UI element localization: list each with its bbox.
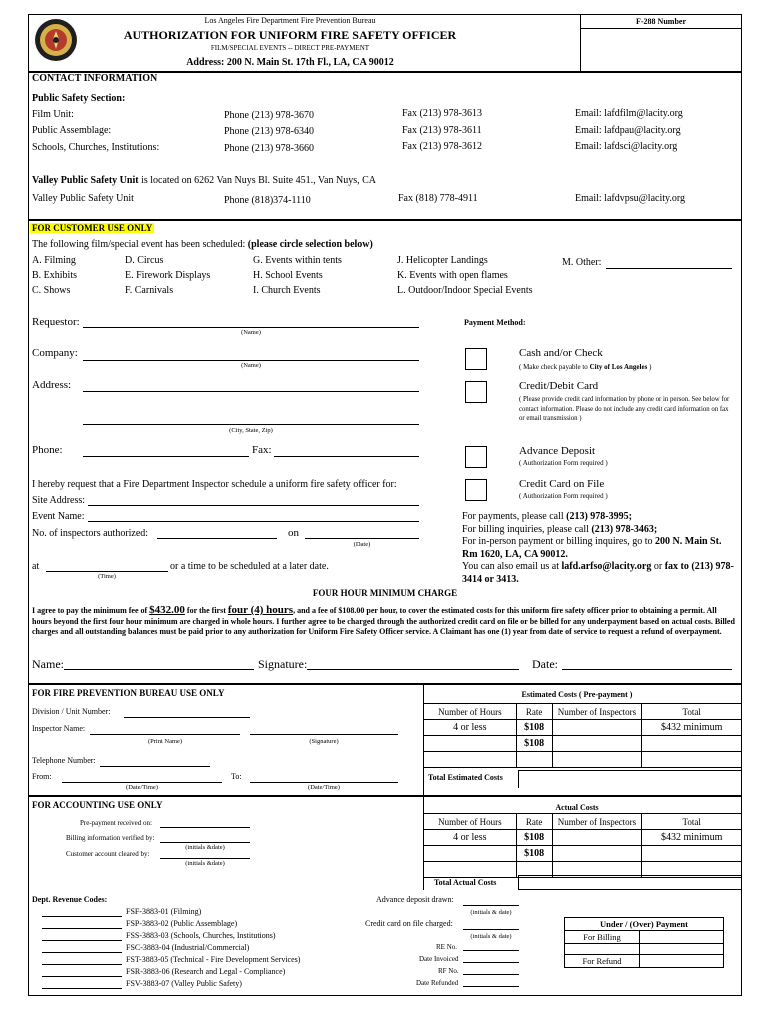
valley-location-text: is located on 6262 Van Nuys Bl. Suite 451., Van Nuys, CA xyxy=(138,175,376,186)
act-rate-header: Rate xyxy=(516,814,552,830)
act-hours-value: 4 or less xyxy=(424,830,517,846)
event-c[interactable]: C. Shows xyxy=(32,285,71,296)
phone-label: Phone: xyxy=(32,444,63,456)
act-total-field[interactable] xyxy=(518,875,742,890)
event-time-field[interactable] xyxy=(46,571,168,572)
contact-pa-phone: Phone (213) 978-6340 xyxy=(224,126,314,137)
revenue-code-3: FSS-3883-03 (Schools, Churches, Institutions) xyxy=(126,931,276,940)
contact-pa-email[interactable]: Email: lafdpau@lacity.org xyxy=(575,125,681,136)
for-billing-field[interactable] xyxy=(640,931,724,944)
est-inspectors-1[interactable] xyxy=(552,720,642,736)
contact-valley-phone: Phone (818)374-1110 xyxy=(224,195,311,206)
payment-info-or: or xyxy=(651,561,665,572)
signature-field[interactable] xyxy=(307,669,519,670)
site-address-field[interactable] xyxy=(88,505,419,506)
event-j[interactable]: J. Helicopter Landings xyxy=(397,255,488,266)
billing-verified-label: Billing information verified by: xyxy=(66,834,155,842)
to-label: To: xyxy=(231,772,242,781)
min-hours: four (4) hours xyxy=(227,604,294,616)
account-cleared-label: Customer account cleared by: xyxy=(66,850,150,858)
form-title: AUTHORIZATION FOR UNIFORM FIRE SAFETY OFFICER xyxy=(123,28,457,42)
event-f[interactable]: F. Carnivals xyxy=(125,285,174,296)
card-on-file-checkbox[interactable] xyxy=(465,479,487,501)
revenue-code-7: FSV-3883-07 (Valley Public Safety) xyxy=(126,979,242,988)
event-name-label: Event Name: xyxy=(32,511,85,522)
cash-note-pre: ( Make check payable to xyxy=(519,363,590,371)
code-field-5[interactable] xyxy=(42,964,122,965)
signature-hint: (Signature) xyxy=(309,738,339,745)
contact-sci-phone: Phone (213) 978-3660 xyxy=(224,143,314,154)
agreement-p3: , and a fee of $108.00 per hour, to cover the estimated costs for this uniform fire safety officer prior to obtaining a permit. All hours beyond the first four hour minimum are charged in whole hours. I further agree to be charged through the authorized credit card on file or be billed for any underpayment based on actual costs. Billed charges and all outstanding balances must be paid prior to any authorization for Uniform Fire Safety Officer service. A Claimant has one (1) year from date of service to request a refund of overpayment. xyxy=(32,606,735,636)
advance-deposit-label: Advance Deposit xyxy=(519,445,596,457)
contact-pa-fax: Fax (213) 978-3611 xyxy=(402,125,482,136)
date-hint: (Date) xyxy=(353,541,371,548)
prepayment-field[interactable] xyxy=(160,827,250,828)
sign-date-field[interactable] xyxy=(562,669,732,670)
est-total-header: Total xyxy=(642,704,742,720)
est-costs-title: Estimated Costs ( Pre-payment ) xyxy=(521,690,633,699)
spacer-cell-1 xyxy=(565,944,640,955)
credit-card-label: Credit/Debit Card xyxy=(519,380,599,392)
bureau-use-heading: FOR FIRE PREVENTION BUREAU USE ONLY xyxy=(32,688,225,698)
event-g[interactable]: G. Events within tents xyxy=(253,255,342,266)
payment-info-inperson-text: For in-person payment or billing inquires, go to xyxy=(462,536,656,547)
payment-info-email xyxy=(462,561,734,586)
est-hours-2[interactable] xyxy=(424,736,517,752)
event-e[interactable]: E. Firework Displays xyxy=(125,270,211,281)
agreement-p1: I agree to pay the minimum fee of xyxy=(32,606,150,615)
credit-card-note: ( Please provide credit card information by phone or in person. See below for contact information. Please do not include any credit card information on fax or email transmission ) xyxy=(519,396,730,422)
print-name-hint: (Print Name) xyxy=(147,738,183,745)
contact-film-phone: Phone (213) 978-3670 xyxy=(224,110,314,121)
inspector-signature-field[interactable] xyxy=(250,734,398,735)
inspectors-field[interactable] xyxy=(157,538,277,539)
later-text: or a time to be scheduled at a later date. xyxy=(170,561,329,572)
agreement-text xyxy=(32,605,736,638)
contact-film-fax: Fax (213) 978-3613 xyxy=(402,108,482,119)
contact-valley-unit: Valley Public Safety Unit xyxy=(32,193,134,204)
sign-name-label: Name: xyxy=(32,657,64,671)
advance-deposit-note: ( Authorization Form required ) xyxy=(519,459,608,467)
est-spacer-3 xyxy=(552,752,642,768)
credit-card-checkbox[interactable] xyxy=(465,381,487,403)
card-on-file-label: Credit Card on File xyxy=(519,478,605,490)
prepayment-label: Pre-payment received on: xyxy=(80,819,152,827)
payment-method-label: Payment Method: xyxy=(464,318,526,327)
est-row-1 xyxy=(424,720,742,736)
form-number-field[interactable] xyxy=(582,30,740,70)
company-name-hint: (Name) xyxy=(241,362,261,369)
event-h[interactable]: H. School Events xyxy=(253,270,323,281)
min-fee-amount: $432.00 xyxy=(149,604,185,616)
est-spacer-2 xyxy=(516,752,552,768)
card-on-file-note: ( Authorization Form required ) xyxy=(519,492,608,500)
billing-verified-field[interactable] xyxy=(160,842,250,843)
for-billing-label: For Billing xyxy=(565,931,640,944)
event-a[interactable]: A. Filming xyxy=(32,255,76,266)
requestor-field[interactable] xyxy=(83,327,419,328)
act-hours-header: Number of Hours xyxy=(424,814,517,830)
est-hours-value: 4 or less xyxy=(424,720,517,736)
fax-field[interactable] xyxy=(274,456,419,457)
advance-drawn-field[interactable] xyxy=(463,905,519,906)
spacer-row xyxy=(565,944,724,955)
act-spacer-1 xyxy=(424,862,517,878)
event-b[interactable]: B. Exhibits xyxy=(32,270,78,281)
code-field-6[interactable] xyxy=(42,976,122,977)
payment-info xyxy=(462,511,734,586)
payment-email[interactable]: lafd.arfso@lacity.org xyxy=(561,561,652,572)
public-safety-section: Public Safety Section: xyxy=(32,93,126,104)
address-label: Address: xyxy=(32,379,72,391)
to-field[interactable] xyxy=(250,782,398,783)
contact-sci-fax: Fax (213) 978-3612 xyxy=(402,141,482,152)
act-row-1 xyxy=(424,830,742,846)
payment-info-inperson xyxy=(462,536,734,561)
for-billing-row xyxy=(565,931,724,944)
actual-costs-table xyxy=(423,813,742,878)
valley-unit-bold: Valley Public Safety Unit xyxy=(32,175,139,186)
telephone-field[interactable] xyxy=(100,766,210,767)
cash-note-post: ) xyxy=(647,363,652,371)
act-inspectors-header: Number of Inspectors xyxy=(552,814,642,830)
date-refunded-label: Date Refunded xyxy=(416,979,459,987)
est-inspectors-2[interactable] xyxy=(552,736,642,752)
est-total-value: $432 minimum xyxy=(642,720,742,736)
account-cleared-field[interactable] xyxy=(160,858,250,859)
from-datetime-hint: (Date/Time) xyxy=(126,784,158,791)
city-state-zip-hint: (City, State, Zip) xyxy=(229,427,273,434)
division-field[interactable] xyxy=(124,717,250,718)
under-over-heading: Under / (Over) Payment xyxy=(565,918,724,931)
from-field[interactable] xyxy=(62,782,222,783)
form-subtitle: FILM/SPECIAL EVENTS -- DIRECT PRE-PAYMENT xyxy=(210,44,370,52)
cleared-initials-hint: (initials &date) xyxy=(185,860,225,867)
code-field-4[interactable] xyxy=(42,952,122,953)
for-refund-row xyxy=(565,955,724,968)
address-field-1[interactable] xyxy=(83,391,419,392)
customer-heading: FOR CUSTOMER USE ONLY xyxy=(32,223,153,233)
event-m[interactable]: M. Other: xyxy=(562,257,602,268)
company-field[interactable] xyxy=(83,360,419,361)
est-total-2[interactable] xyxy=(642,736,742,752)
bureau-address: Address: 200 N. Main St. 17th Fl., LA, CA 90012 xyxy=(186,57,394,68)
revenue-code-4: FSC-3883-04 (Industrial/Commercial) xyxy=(126,943,250,952)
address-field-2[interactable] xyxy=(83,424,419,425)
contact-film-unit: Film Unit: xyxy=(32,109,74,120)
event-intro xyxy=(32,239,373,250)
code-field-7[interactable] xyxy=(42,988,122,989)
revenue-code-1: FSF-3883-01 (Filming) xyxy=(126,907,202,916)
est-rate-2: $108 xyxy=(516,736,552,752)
event-date-field[interactable] xyxy=(305,538,419,539)
sign-name-field[interactable] xyxy=(64,669,254,670)
contact-pa-unit: Public Assemblage: xyxy=(32,125,112,136)
event-intro-text: The following film/special event has been scheduled: xyxy=(32,239,248,250)
contact-heading: CONTACT INFORMATION xyxy=(32,73,158,84)
event-l[interactable]: L. Outdoor/Indoor Special Events xyxy=(397,285,533,296)
division-label: Division / Unit Number: xyxy=(32,707,111,716)
estimated-costs-table xyxy=(423,703,742,768)
act-costs-title: Actual Costs xyxy=(555,803,599,812)
contact-valley-fax: Fax (818) 778-4911 xyxy=(398,193,478,204)
from-label: From: xyxy=(32,772,52,781)
act-inspectors-1[interactable] xyxy=(552,830,642,846)
inspector-print-field[interactable] xyxy=(90,734,240,735)
contact-valley-email[interactable]: Email: lafdvpsu@lacity.org xyxy=(575,193,686,204)
event-d[interactable]: D. Circus xyxy=(125,255,164,266)
date-invoiced-label: Date Invoiced xyxy=(419,955,459,963)
cc-charged-label: Credit card on file charged: xyxy=(365,919,453,928)
code-field-2[interactable] xyxy=(42,928,122,929)
est-row-2 xyxy=(424,736,742,752)
spacer-cell-2 xyxy=(640,944,724,955)
act-total-value: $432 minimum xyxy=(642,830,742,846)
payment-info-call xyxy=(462,511,734,524)
act-rate-2: $108 xyxy=(516,846,552,862)
cc-initials-hint: (initials & date) xyxy=(470,933,512,940)
code-field-1[interactable] xyxy=(42,916,122,917)
request-text: I hereby request that a Fire Department Inspector schedule a uniform fire safety officer for: xyxy=(32,479,397,490)
est-spacer-1 xyxy=(424,752,517,768)
payment-fax: fax to (213) 978-3414 or 3413. xyxy=(462,561,734,585)
payment-info-call-text: For payments, please call xyxy=(462,511,567,522)
inperson-address: 200 N. Main St. Rm 1620, LA, CA 90012. xyxy=(462,536,722,560)
act-total-2[interactable] xyxy=(642,846,742,862)
under-over-header-row xyxy=(565,918,724,931)
act-row-2 xyxy=(424,846,742,862)
act-inspectors-2[interactable] xyxy=(552,846,642,862)
revenue-code-5: FST-3883-05 (Technical - Fire Development Services) xyxy=(126,955,301,964)
fax-label: Fax: xyxy=(252,444,272,456)
event-k[interactable]: K. Events with open flames xyxy=(397,270,508,281)
re-no-field[interactable] xyxy=(463,950,519,951)
payment-phone: (213) 978-3995; xyxy=(566,511,632,522)
company-label: Company: xyxy=(32,347,78,359)
advance-drawn-label: Advance deposit drawn: xyxy=(376,895,454,904)
for-refund-label: For Refund xyxy=(565,955,640,968)
act-rate-1: $108 xyxy=(516,830,552,846)
header-divider-h xyxy=(580,28,742,29)
act-header-row xyxy=(424,814,742,830)
contact-sci-unit: Schools, Churches, Institutions: xyxy=(32,142,160,153)
rf-no-label: RF No. xyxy=(438,967,459,975)
revenue-code-2: FSP-3883-02 (Public Assemblage) xyxy=(126,919,238,928)
payment-info-billing-text: For billing inquiries, please call xyxy=(462,523,592,535)
event-intro-bold: (please circle selection below) xyxy=(247,239,373,250)
agreement-p2: for the first xyxy=(184,606,228,615)
event-other-field[interactable] xyxy=(606,268,732,269)
est-spacer-4 xyxy=(642,752,742,768)
accounting-heading: FOR ACCOUNTING USE ONLY xyxy=(32,800,163,810)
requestor-name-hint: (Name) xyxy=(241,329,261,336)
advance-initials-hint: (initials & date) xyxy=(470,909,512,916)
cash-check-checkbox[interactable] xyxy=(465,348,487,370)
payment-info-email-text: You can also email us at xyxy=(462,561,562,572)
telephone-label: Telephone Number: xyxy=(32,756,96,765)
re-no-label: RE No. xyxy=(436,943,457,951)
event-name-field[interactable] xyxy=(88,521,419,522)
cash-note-payee: City of Los Angeles xyxy=(589,363,648,371)
at-label: at xyxy=(32,561,40,572)
cc-charged-field[interactable] xyxy=(463,929,519,930)
on-label: on xyxy=(288,527,299,539)
billing-phone: (213) 978-3463; xyxy=(591,523,658,535)
billing-initials-hint: (initials &date) xyxy=(185,844,225,851)
est-header-row xyxy=(424,704,742,720)
est-inspectors-header: Number of Inspectors xyxy=(552,704,642,720)
under-over-table xyxy=(564,917,724,968)
site-address-label: Site Address: xyxy=(32,495,86,506)
contact-film-email[interactable]: Email: lafdfilm@lacity.org xyxy=(575,108,683,119)
signature-label: Signature: xyxy=(258,657,308,671)
inspector-label: Inspector Name: xyxy=(32,724,86,733)
est-total-label: Total Estimated Costs xyxy=(428,773,503,782)
revenue-code-6: FSR-3883-06 (Research and Legal - Compliance) xyxy=(126,967,286,976)
contact-sci-email[interactable]: Email: lafdsci@lacity.org xyxy=(575,141,678,152)
rf-no-field[interactable] xyxy=(463,974,519,975)
time-hint: (Time) xyxy=(98,573,116,580)
event-i[interactable]: I. Church Events xyxy=(253,285,321,296)
est-rate-1: $108 xyxy=(516,720,552,736)
to-datetime-hint: (Date/Time) xyxy=(308,784,340,791)
requestor-label: Requestor: xyxy=(32,316,80,328)
est-total-field[interactable] xyxy=(518,770,742,788)
valley-location xyxy=(32,175,376,186)
date-invoiced-field[interactable] xyxy=(463,962,519,963)
act-total-label: Total Actual Costs xyxy=(434,878,497,887)
est-hours-header: Number of Hours xyxy=(424,704,517,720)
payment-info-billing xyxy=(462,524,734,537)
form-number-label: F-288 Number xyxy=(636,17,686,26)
bureau-name: Los Angeles Fire Department Fire Prevention Bureau xyxy=(204,16,376,25)
code-field-3[interactable] xyxy=(42,940,122,941)
cash-check-note xyxy=(519,363,651,371)
est-rate-header: Rate xyxy=(516,704,552,720)
act-total-header: Total xyxy=(642,814,742,830)
for-refund-field[interactable] xyxy=(640,955,724,968)
act-hours-2[interactable] xyxy=(424,846,517,862)
min-charge-heading: FOUR HOUR MINIMUM CHARGE xyxy=(312,588,458,598)
inspectors-label: No. of inspectors authorized: xyxy=(32,528,149,539)
phone-field[interactable] xyxy=(83,456,249,457)
date-refunded-field[interactable] xyxy=(463,986,519,987)
sign-date-label: Date: xyxy=(532,657,558,671)
est-row-3 xyxy=(424,752,742,768)
revenue-codes-heading: Dept. Revenue Codes: xyxy=(32,895,108,904)
advance-deposit-checkbox[interactable] xyxy=(465,446,487,468)
cash-check-label: Cash and/or Check xyxy=(519,347,603,359)
